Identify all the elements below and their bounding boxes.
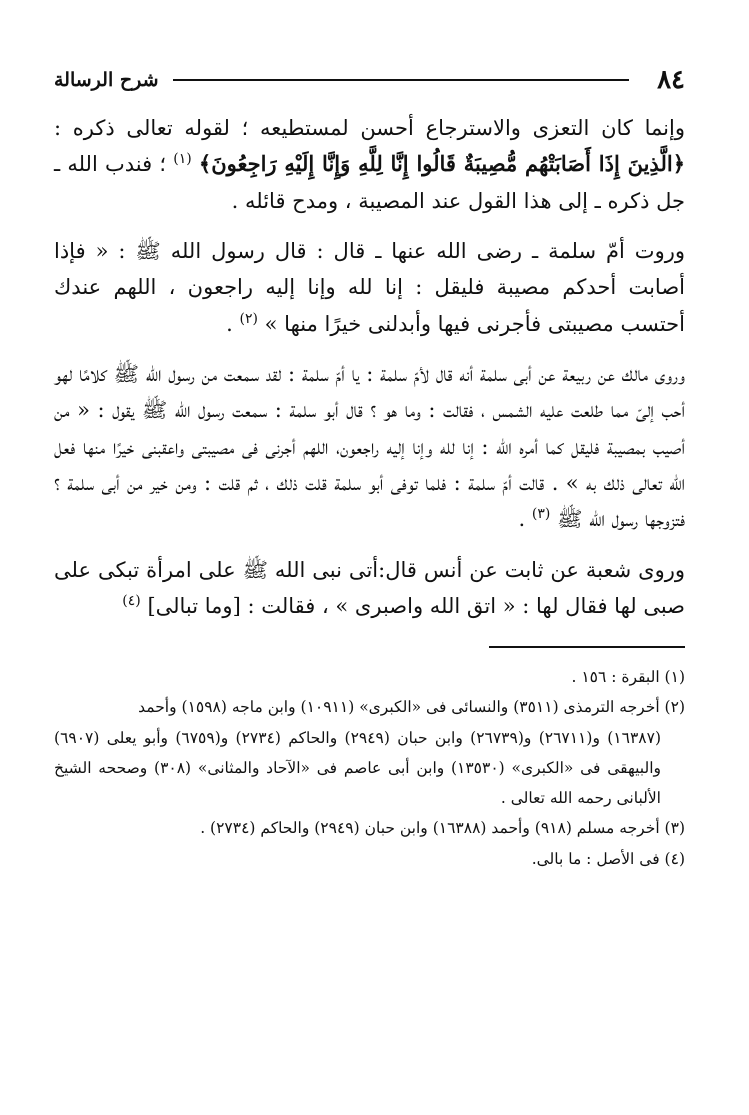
page-header xyxy=(54,62,685,98)
paragraph-2 xyxy=(54,233,685,342)
paragraph-1 xyxy=(54,110,685,219)
main-text xyxy=(54,110,685,624)
paragraph-1-intro: وإنما كان التعزى والاسترجاع أحسن لمستطيعه ؛ لقوله تعالى ذكره : xyxy=(54,116,685,140)
footnotes xyxy=(54,662,685,874)
footnote-4-text: (٤) فى الأصل : ما بالى. xyxy=(531,849,685,868)
paragraph-4-text: وروى شعبة عن ثابت عن أنس قال:أتى نبى الله ﷺ على امرأة تبكى على صبى لها فقال لها : « اتق الله واصبرى » ، فقالت : [وما تبالى] xyxy=(54,557,685,618)
footnote-1 xyxy=(54,662,685,692)
footnote-2-continuation: (١٦٣٨٧) و(٢٦٧١١) و(٢٦٧٣٩) وابن حبان (٢٩٤٩) والحاكم (٢٧٣٤) و(٦٧٥٩) وأبو يعلى (٦٩٠٧) والبيهقى فى «الكبرى» (١٣٥٣٠) وابن أبى عاصم فى «الآحاد والمثانى» (٣٠٨) وصححه الشيخ الألبانى رحمه الله تعالى . xyxy=(54,728,661,808)
footnote-ref-2: (٢) xyxy=(239,310,258,327)
paragraph-4 xyxy=(54,552,685,625)
footnote-4 xyxy=(54,844,685,874)
paragraph-1-rest: ؛ فندب الله ـ جل ذكره ـ إلى هذا القول عند المصيبة ، ومدح قائله . xyxy=(54,152,685,213)
footnote-2-text: (٢) أخرجه الترمذى (٣٥١١) والنسائى فى «الكبرى» (١٠٩١١) وابن ماجه (١٥٩٨) وأحمد xyxy=(138,698,685,717)
running-title: شرح الرسالة xyxy=(54,69,159,91)
footnote-ref-4: (٤) xyxy=(122,592,141,609)
page-number: ٨٤ xyxy=(657,65,685,95)
paragraph-2-end: . xyxy=(226,311,233,336)
quran-verse: ﴿الَّذِينَ إِذَا أَصَابَتْهُم مُّصِيبَةٌ قَالُوا إِنَّا لِلَّهِ وَإِنَّا إِلَيْهِ رَاجِعُونَ﴾ xyxy=(198,151,685,177)
footnote-ref-3: (٣) xyxy=(531,506,551,523)
paragraph-2-text: وروت أمّ سلمة ـ رضى الله عنها ـ قال : قال رسول الله ﷺ : « فإذا أصابت أحدكم مصيبة فليقل : إنا لله وإنا إليه راجعون ، اللهم عندك أحتسب مصيبتى فأجرنى فيها وأبدلنى خيرًا منها » xyxy=(54,238,685,336)
paragraph-3-text: وروى مالك عن ربيعة عن أبى سلمة أنه قال لأمّ سلمة : يا أمّ سلمة : لقد سمعت من رسول الله ﷺ كلامًا لهو أحب إلىّ مما طلعت عليه الشمس ، فقالت : وما هو ؟ قال أبو سلمة : سمعت رسول الله ﷺ يقول : « من أصيب بمصيبة فليقل كما أمره الله : إنا لله وإنا إليه راجعون، اللهم أجرنى فى مصيبتى واعقبنى خيرًا منها فعل الله تعالى ذلك به » . قالت أمّ سلمة : فلما توفى أبو سلمة قلت ذلك ، ثم قلت : ومن خير من أبى سلمة ؟ فتزوجها رسول الله ﷺ xyxy=(54,361,685,532)
paragraph-3 xyxy=(54,356,685,538)
footnote-3-text: (٣) أخرجه مسلم (٩١٨) وأحمد (١٦٣٨٨) وابن حبان (٢٩٤٩) والحاكم (٢٧٣٤) . xyxy=(200,819,685,838)
footnote-1-text: (١) البقرة : ١٥٦ . xyxy=(571,668,685,687)
footnote-ref-1: (١) xyxy=(173,151,192,168)
footnote-2 xyxy=(54,692,685,813)
footnote-separator xyxy=(489,646,685,648)
header-rule xyxy=(173,79,630,81)
footnote-3 xyxy=(54,813,685,843)
paragraph-3-end: . xyxy=(518,507,526,532)
